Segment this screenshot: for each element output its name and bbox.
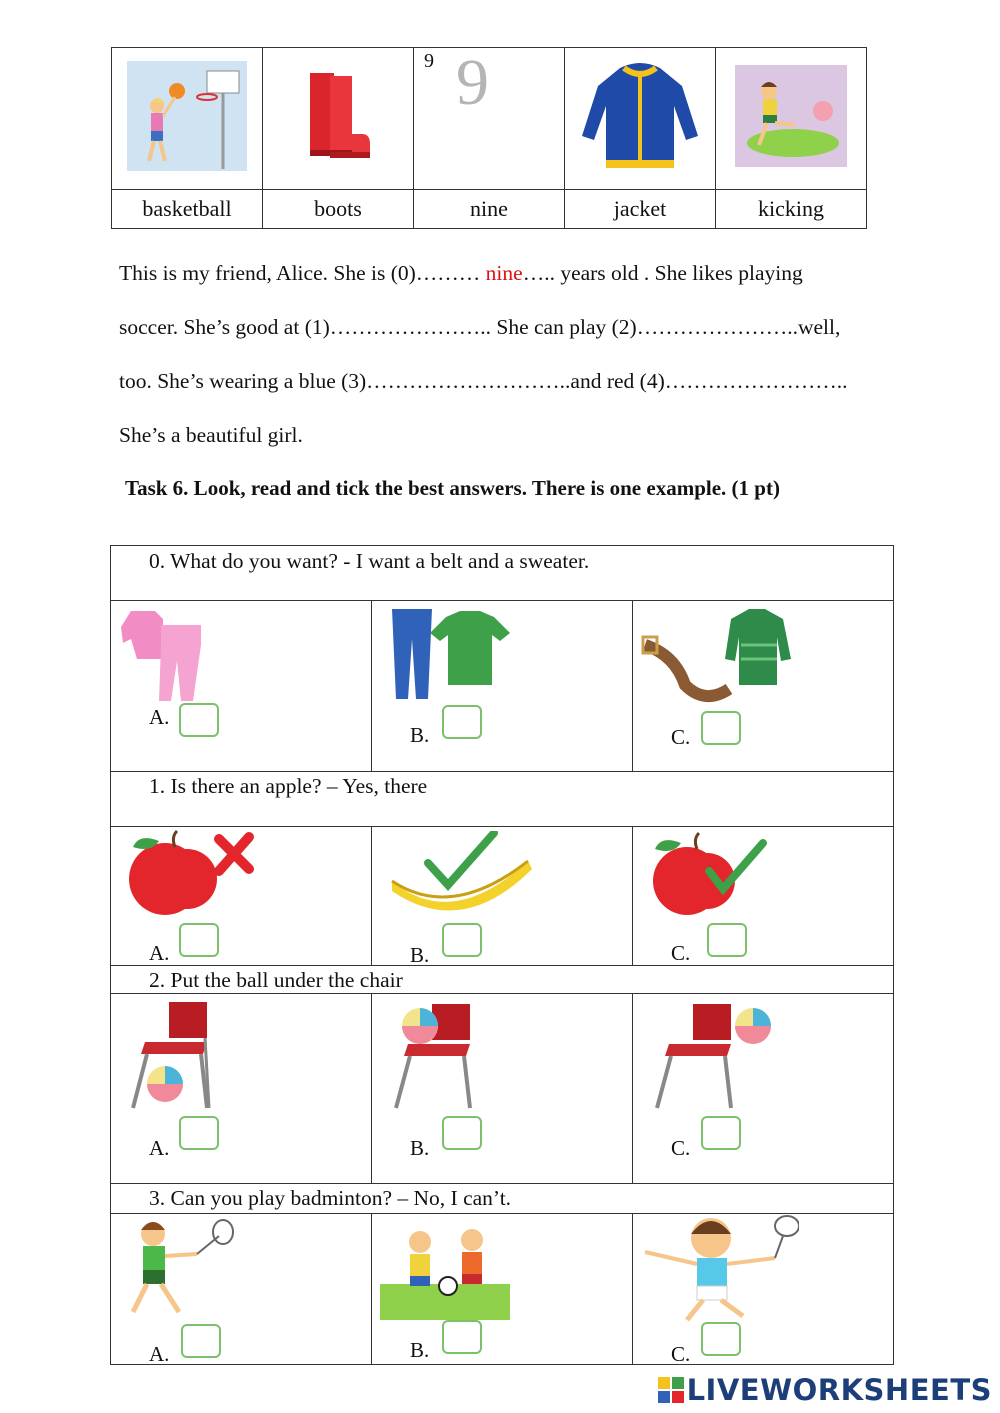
question-3-options <box>111 1214 893 1364</box>
question-2-options <box>111 994 893 1184</box>
ball-on-chair-icon <box>388 996 478 1112</box>
vocab-word-1: basketball <box>112 190 263 229</box>
boy-badminton-icon <box>123 1216 239 1320</box>
liveworksheets-logo-text: LIVEWORKSHEETS <box>686 1373 992 1407</box>
question-3-label-b: B. <box>410 1338 430 1362</box>
question-1: 1. Is there an apple? – Yes, there <box>111 772 893 827</box>
jacket-picture <box>580 60 700 172</box>
basketball-player-picture <box>127 61 247 171</box>
pyjamas-icon <box>121 605 211 703</box>
nine-small-number: 9 <box>424 50 434 72</box>
svg-text:9: 9 <box>456 48 489 114</box>
paragraph-line-3: too. She’s wearing a blue (3)………………………..and red (4)…………………….. <box>119 369 848 393</box>
boots-picture <box>298 68 378 163</box>
example-answer: nine <box>485 261 523 285</box>
vocabulary-table <box>111 47 867 229</box>
question-1-label-c: C. <box>671 941 691 965</box>
ball-under-chair-icon <box>125 998 215 1112</box>
question-1-option-a <box>111 827 372 965</box>
question-0-option-b <box>372 601 633 771</box>
task-6-title: Task 6. Look, read and tick the best answers. There is one example. (1 pt) <box>125 476 780 500</box>
paragraph-line-1-start: This is my friend, Alice. She is (0)……… <box>119 261 486 285</box>
question-2-checkbox-c[interactable] <box>701 1116 741 1150</box>
question-0-checkbox-c[interactable] <box>701 711 741 745</box>
paragraph-line-4: She’s a beautiful girl. <box>119 423 303 447</box>
question-0-option-c <box>633 601 893 771</box>
question-0-checkbox-a[interactable] <box>179 703 219 737</box>
question-2-option-a <box>111 994 372 1183</box>
question-0-checkbox-b[interactable] <box>442 705 482 739</box>
boys-football-icon <box>380 1222 510 1322</box>
paragraph-line-1 <box>119 246 932 300</box>
question-1-options <box>111 827 893 966</box>
question-2: 2. Put the ball under the chair <box>111 966 893 994</box>
paragraph-line-2: soccer. She’s good at (1)………………….. She can play (2)…………………..well, <box>119 315 841 339</box>
belt-and-sweater-icon <box>641 605 791 709</box>
question-3-option-c <box>633 1214 893 1364</box>
question-0-label-a: A. <box>149 705 170 729</box>
task-6-grid <box>110 545 894 1365</box>
question-1-checkbox-c[interactable] <box>707 923 747 957</box>
question-2-checkbox-a[interactable] <box>179 1116 219 1150</box>
question-1-checkbox-b[interactable] <box>442 923 482 957</box>
question-0-label-c: C. <box>671 725 691 749</box>
question-3-checkbox-b[interactable] <box>442 1320 482 1354</box>
apple-cross-icon <box>129 829 259 921</box>
question-2-label-a: A. <box>149 1136 170 1160</box>
question-3-checkbox-c[interactable] <box>701 1322 741 1356</box>
question-2-label-b: B. <box>410 1136 430 1160</box>
question-0-options <box>111 601 893 772</box>
question-0: 0. What do you want? - I want a belt and a sweater. <box>111 546 893 601</box>
question-1-label-b: B. <box>410 943 430 967</box>
question-2-checkbox-b[interactable] <box>442 1116 482 1150</box>
question-3-option-a <box>111 1214 372 1364</box>
vocab-picture-basketball <box>112 48 263 190</box>
question-0-option-a <box>111 601 372 771</box>
question-2-option-c <box>633 994 893 1183</box>
question-3-option-b <box>372 1214 633 1364</box>
question-1-option-b <box>372 827 633 965</box>
question-1-option-c <box>633 827 893 965</box>
vocab-word-4: jacket <box>565 190 716 229</box>
paragraph-line-1-end: ….. years old . She likes playing <box>522 261 803 285</box>
vocab-word-5: kicking <box>716 190 867 229</box>
vocab-word-3: nine <box>414 190 565 229</box>
vocab-picture-jacket <box>565 48 716 190</box>
jeans-and-tshirt-icon <box>388 607 512 701</box>
vocab-picture-boots <box>263 48 414 190</box>
apple-tick-icon <box>651 829 771 921</box>
question-3-label-a: A. <box>149 1342 170 1366</box>
liveworksheets-logo-icon <box>658 1377 684 1403</box>
kicking-boy-picture <box>735 65 847 167</box>
question-3-checkbox-a[interactable] <box>181 1324 221 1358</box>
banana-tick-icon <box>388 831 534 919</box>
liveworksheets-logo <box>658 1373 992 1407</box>
question-1-checkbox-a[interactable] <box>179 923 219 957</box>
question-1-label-a: A. <box>149 941 170 965</box>
question-0-label-b: B. <box>410 723 430 747</box>
ball-beside-chair-icon <box>649 996 773 1112</box>
vocab-picture-nine <box>414 48 565 190</box>
question-3: 3. Can you play badminton? – No, I can’t. <box>111 1184 893 1214</box>
vocab-picture-kicking <box>716 48 867 190</box>
question-2-option-b <box>372 994 633 1183</box>
nine-digit-picture <box>452 48 498 114</box>
question-3-label-c: C. <box>671 1342 691 1366</box>
vocab-word-2: boots <box>263 190 414 229</box>
boy-racket-icon <box>639 1214 799 1322</box>
question-2-label-c: C. <box>671 1136 691 1160</box>
